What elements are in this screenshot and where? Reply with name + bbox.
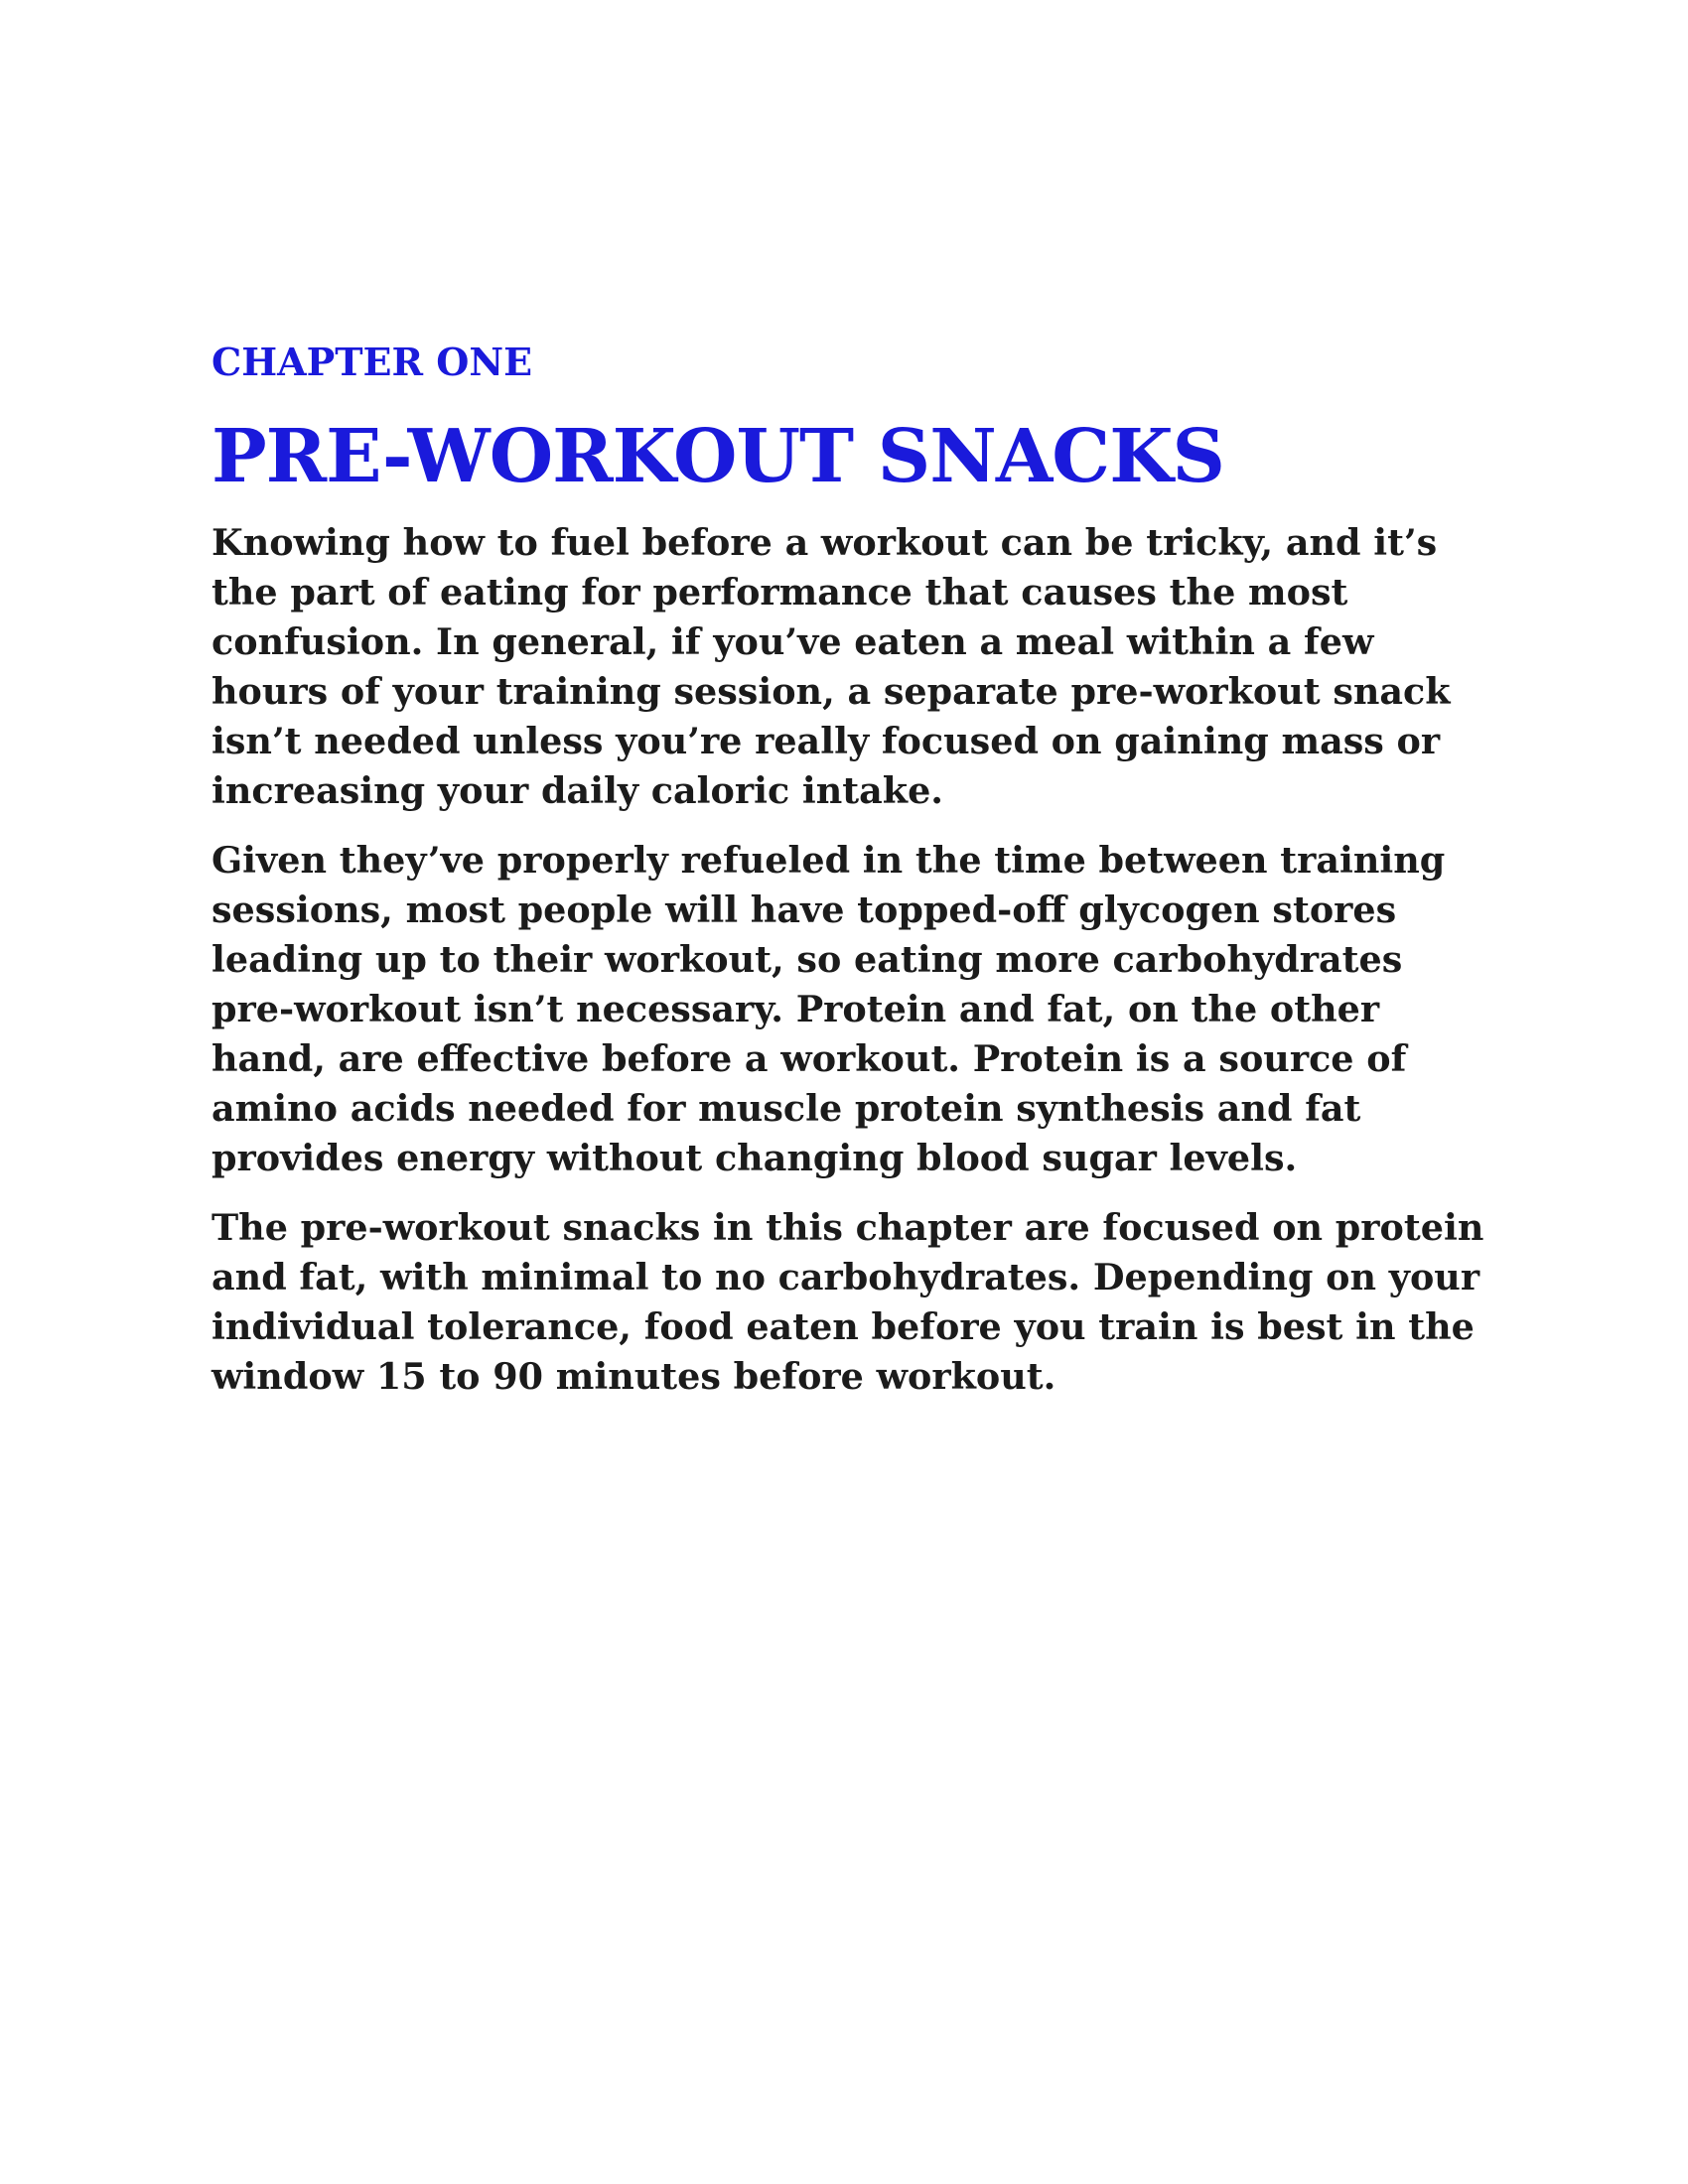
chapter-number-label: CHAPTER ONE	[211, 340, 533, 384]
chapter-title: PRE-WORKOUT SNACKS	[211, 414, 1224, 499]
body-paragraph-1: Knowing how to fuel before a workout can be tricky, and it’s the part of eating for performance that causes the most confusion. In general, if you’ve eaten a meal within a few hours of your training session, a separate pre-workout snack isn’t needed unless you’re really focused on gaining mass or increasing your daily caloric intake.	[211, 521, 1451, 812]
chapter-content	[211, 338, 1492, 1422]
body-paragraph-3: The pre-workout snacks in this chapter are focused on protein and fat, with minimal to no carbohydrates. Depending on your individual tolerance, food eaten before you train is best in the window 15 to 90 minutes before workout.	[211, 1206, 1484, 1398]
body-paragraph-2: Given they’ve properly refueled in the time between training sessions, most people will have topped-off glycogen stores leading up to their workout, so eating more carbohydrates pre-workout isn’t necessary. Protein and fat, on the other hand, are effective before a workout. Protein is a source of amino acids needed for muscle protein synthesis and fat provides energy without changing blood sugar levels.	[211, 839, 1446, 1179]
